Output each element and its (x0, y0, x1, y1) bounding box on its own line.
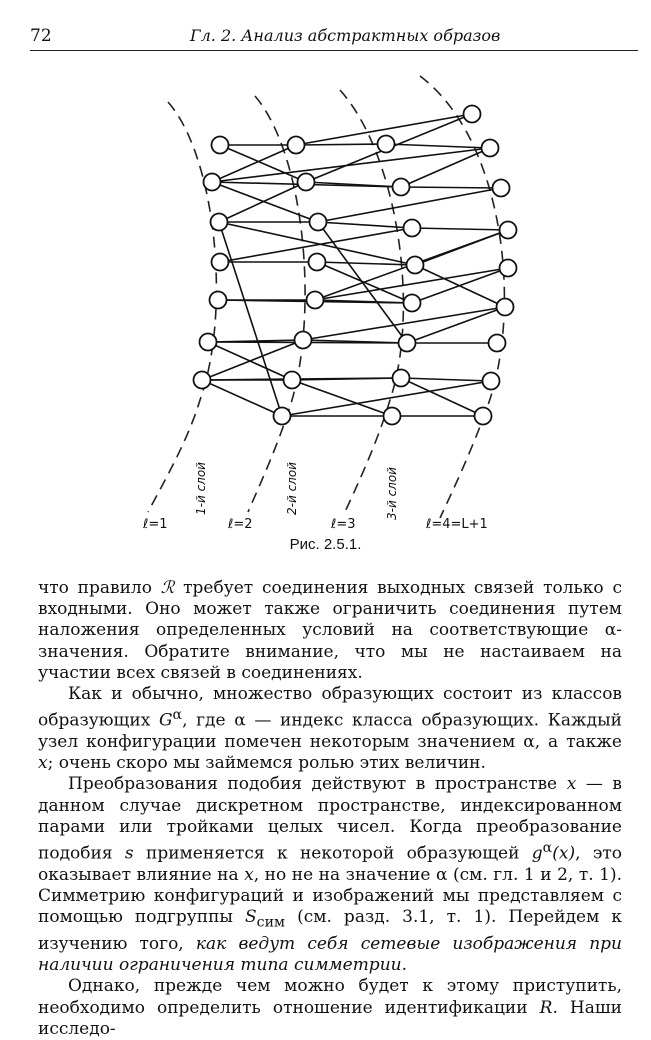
network-node (204, 174, 221, 191)
layer-label-3: 3-й слой (385, 467, 399, 520)
layer-label-2: 2-й слой (285, 462, 299, 515)
paragraph-2: Как и обычно, множество образующих состоит из классов образующих $G^\alpha$, где α — индекс класса образующих. Каждый узел конфигурации помечен некоторым значением α, а также x; очень скоро мы займемся ролью этих величин. (38, 684, 622, 774)
network-node (404, 295, 421, 312)
network-node (404, 220, 421, 237)
level-label-4: ℓ=4=L+1 (426, 517, 488, 532)
network-node (378, 136, 395, 153)
network-edge (412, 268, 508, 303)
network-node (399, 335, 416, 352)
network-node (500, 222, 517, 239)
network-node (309, 254, 326, 271)
network-node (194, 372, 211, 389)
network-node (200, 334, 217, 351)
network-node (493, 180, 510, 197)
network-edge (212, 148, 490, 182)
figure-caption: Рис. 2.5.1. (289, 536, 362, 553)
network-node (497, 299, 514, 316)
network-edge (296, 144, 386, 145)
network-node (210, 292, 227, 309)
network-node (482, 140, 499, 157)
network-node (475, 408, 492, 425)
network-node (407, 257, 424, 274)
network-edge (202, 380, 282, 416)
network-diagram (0, 60, 651, 560)
network-node (298, 174, 315, 191)
network-node (500, 260, 517, 277)
paragraph-4: Однако, прежде чем можно будет к этому приступить, необходимо определить отношение идентификации R. Наши исследо- (38, 976, 622, 1039)
layer-label-1: 1-й слой (194, 462, 208, 515)
level-label-1: ℓ=1 (143, 517, 168, 532)
network-edge (318, 222, 412, 228)
body-text (38, 578, 622, 1040)
network-node (464, 106, 481, 123)
level-label-3: ℓ=3 (331, 517, 356, 532)
network-node (212, 254, 229, 271)
network-node (307, 292, 324, 309)
page-header (30, 24, 638, 51)
level-label-2: ℓ=2 (228, 517, 253, 532)
layer-boundary-curve (248, 96, 305, 512)
network-figure (0, 60, 651, 560)
paragraph-3: Преобразования подобия действуют в пространстве x — в данном случае дискретном пространстве, индексированном парами или тройками целых чисел. Когда преобразование подобия s применяется к некоторой образующей $g^\alpha(x)$, это оказывает влияние на x, но не на значение α (см. гл. 1 и 2, т. 1). Симметрию конфигураций и изображений мы представляем с помощью подгруппы $S_{сим}$ (см. разд. 3.1, т. 1). Перейдем к изучению того, как ведут себя сетевые изображения при наличии ограничения типа симметрии. (38, 774, 623, 976)
network-node (393, 179, 410, 196)
network-node (288, 137, 305, 154)
network-node (489, 335, 506, 352)
network-edge (292, 380, 392, 416)
network-node (384, 408, 401, 425)
layer-boundary-curve (148, 102, 216, 512)
network-node (211, 214, 228, 231)
network-edge (386, 144, 490, 148)
network-edge (318, 188, 501, 222)
network-node (274, 408, 291, 425)
network-node (483, 373, 500, 390)
network-node (295, 332, 312, 349)
network-edge (219, 182, 306, 222)
paragraph-1: что правило ℛ требует соединения выходных связей только с входными. Оно может также ограничить соединения путем наложения определенных условий на соответствующие α-значения. Обратите внимание, что мы не настаиваем на участии всех связей в соединениях. (38, 578, 622, 683)
network-node (310, 214, 327, 231)
network-edge (401, 187, 501, 188)
network-node (393, 370, 410, 387)
running-title: Гл. 2. Анализ абстрактных образов (190, 26, 501, 45)
network-node (284, 372, 301, 389)
network-node (212, 137, 229, 154)
page-number: 72 (30, 26, 52, 46)
network-edge (412, 228, 508, 230)
network-edge (219, 222, 282, 416)
network-edge (401, 378, 491, 381)
